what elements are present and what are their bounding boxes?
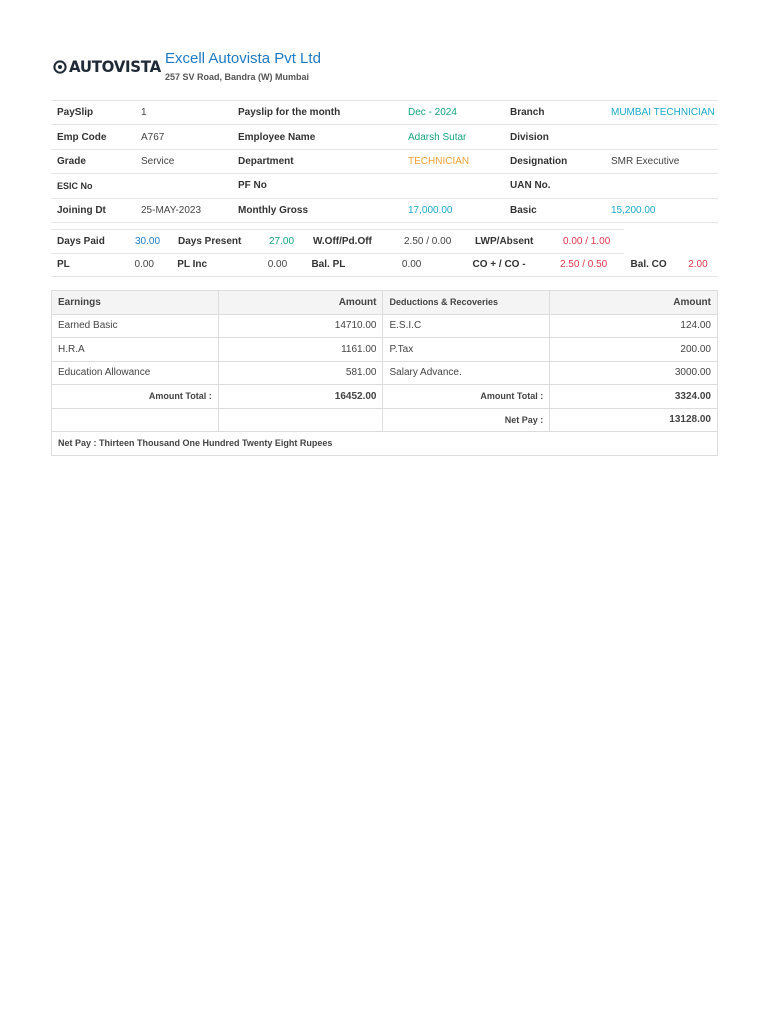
pf-label: PF No [238,180,267,192]
balco-value: 2.00 [688,259,708,270]
logo-text: AUTOVISTA [69,57,161,77]
company-logo [53,58,161,76]
woff-label: W.Off/Pd.Off [313,236,372,247]
earning-name: H.R.A [52,338,219,362]
designation-label: Designation [510,155,568,167]
deduction-name: Salary Advance. [383,361,550,385]
deduction-name: E.S.I.C [383,314,550,338]
division-label: Division [510,131,549,143]
days-paid-value: 30.00 [135,236,161,247]
earnings-amount-header: Amount [218,291,383,315]
info-row [51,173,718,197]
esic-label: ESIC No [57,180,93,191]
balpl-value: 0.00 [401,259,422,270]
attendance-row-1 [51,229,624,254]
plinc-label: PL Inc [177,259,208,270]
earning-name: Education Allowance [52,361,219,385]
totals-row [52,385,718,409]
earning-amount: 581.00 [218,361,383,385]
department-label: Department [238,155,294,167]
earnings-total-label: Amount Total : [52,385,219,409]
days-paid-label: Days Paid [57,236,105,247]
attendance-row-2 [51,253,718,277]
department-value: TECHNICIAN [408,155,470,167]
table-row [52,314,718,338]
info-row [51,198,718,223]
month-value: Dec - 2024 [408,107,457,119]
empcode-value: A767 [141,131,165,143]
deduction-amount: 3000.00 [550,361,718,385]
earning-name: Earned Basic [52,314,219,338]
net-pay-label: Net Pay : [383,408,550,432]
info-row [51,149,718,173]
logo-emblem-icon [53,60,67,74]
deductions-header: Deductions & Recoveries [383,291,550,315]
empname-label: Employee Name [238,131,316,143]
designation-value: SMR Executive [611,155,680,167]
table-row [52,338,718,362]
empty-cell [52,408,219,432]
earnings-deductions-table [51,290,718,456]
plinc-value: 0.00 [267,259,288,270]
company-address: 257 SV Road, Bandra (W) Mumbai [165,72,310,82]
balco-label: Bal. CO [630,259,667,270]
empty-cell [218,408,383,432]
pl-value: 0.00 [134,259,154,270]
grade-value: Service [141,155,175,167]
grade-label: Grade [57,155,86,167]
co-value: 2.50 / 0.50 [559,259,608,270]
deductions-total-label: Amount Total : [383,385,550,409]
uan-label: UAN No. [510,180,551,192]
lwp-value: 0.00 / 1.00 [563,236,611,247]
attendance-row [51,230,624,253]
basic-value: 15,200.00 [611,204,656,216]
deduction-name: P.Tax [383,338,550,362]
earnings-header: Earnings [52,291,219,315]
gross-label: Monthly Gross [238,204,309,216]
company-name: Excell Autovista Pvt Ltd [165,50,321,67]
net-pay-value: 13128.00 [550,408,718,432]
table-header-row [52,291,718,315]
lwp-label: LWP/Absent [475,236,534,247]
month-label: Payslip for the month [238,107,341,119]
balpl-label: Bal. PL [311,259,346,270]
earnings-total-value: 16452.00 [218,385,383,409]
deductions-total-value: 3324.00 [550,385,718,409]
pl-label: PL [57,259,70,270]
deduction-amount: 200.00 [550,338,718,362]
branch-value: MUMBAI TECHNICIAN [611,107,715,119]
branch-label: Branch [510,107,545,119]
table-row [52,361,718,385]
basic-label: Basic [510,204,537,216]
employee-info-table [51,100,718,223]
gross-value: 17,000.00 [408,204,453,216]
net-pay-row [52,408,718,432]
attendance-row [51,253,718,276]
joining-value: 25-MAY-2023 [141,204,202,216]
co-label: CO + / CO - [472,259,526,270]
woff-value: 2.50 / 0.00 [404,236,452,247]
earning-amount: 14710.00 [218,314,383,338]
info-row [51,100,718,124]
net-pay-words-row [52,432,718,456]
net-pay-words: Net Pay : Thirteen Thousand One Hundred Twenty Eight Rupees [52,432,718,456]
deduction-amount: 124.00 [550,314,718,338]
info-row [51,124,718,148]
days-present-label: Days Present [178,236,242,247]
empname-value: Adarsh Sutar [408,131,467,143]
days-present-value: 27.00 [269,236,295,247]
joining-label: Joining Dt [57,204,106,216]
deductions-amount-header: Amount [550,291,718,315]
payslip-value: 1 [141,107,147,119]
earning-amount: 1161.00 [218,338,383,362]
empcode-label: Emp Code [57,131,107,143]
payslip-label: PaySlip [57,107,94,119]
